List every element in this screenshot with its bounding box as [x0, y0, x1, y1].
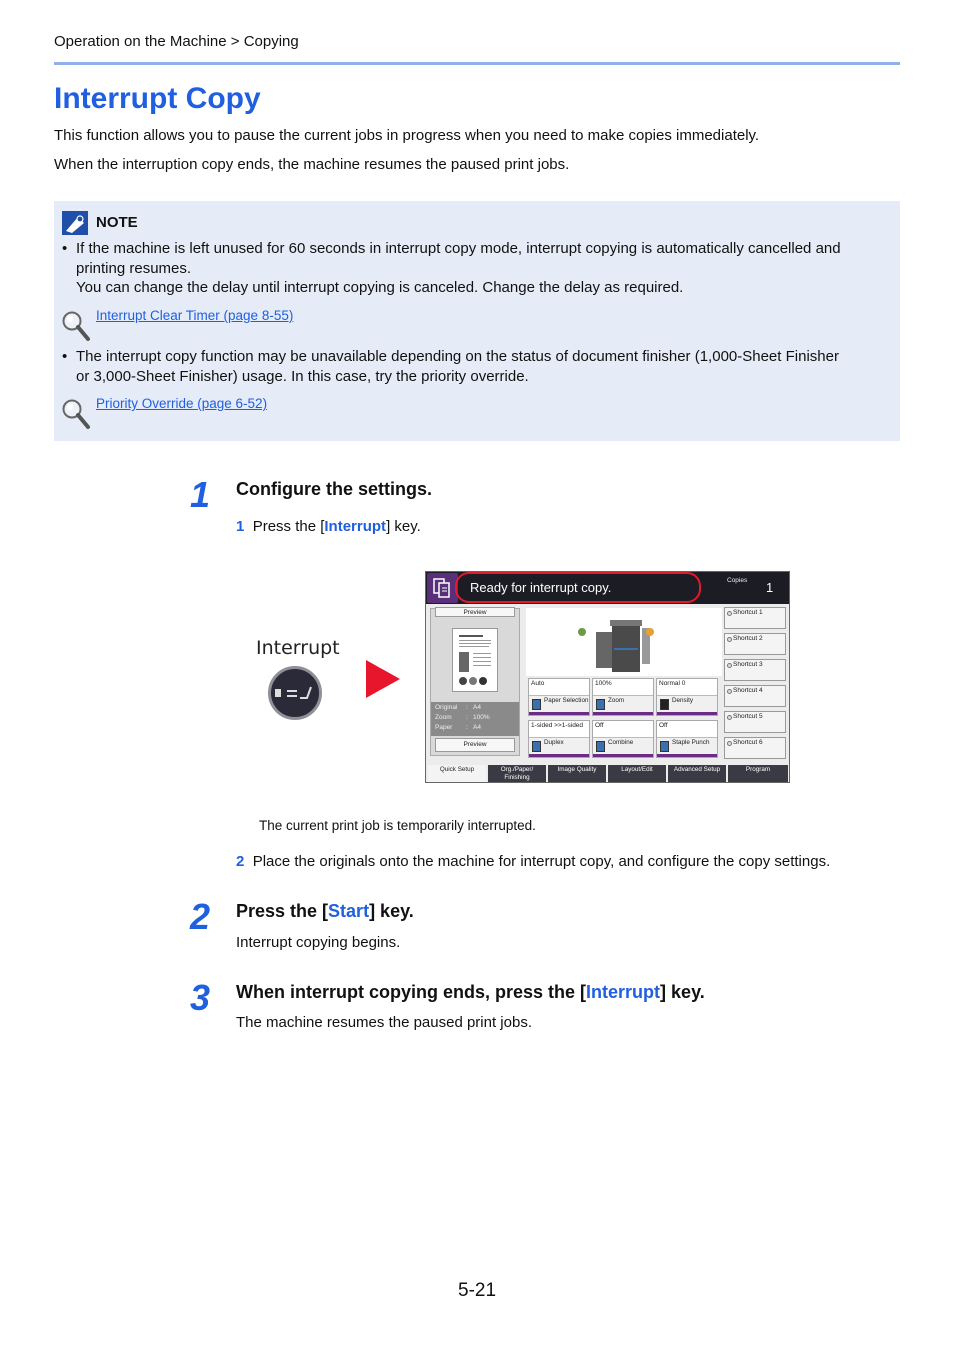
interrupt-key-button[interactable]: [268, 666, 322, 720]
density-label: Density: [672, 697, 693, 704]
step-3-heading: [236, 982, 705, 1003]
step-2-heading-post: ] key.: [369, 901, 414, 921]
shortcut-label: Shortcut 1: [733, 609, 763, 616]
step-number: 1: [190, 474, 211, 515]
tab-image-quality[interactable]: Image Quality: [548, 765, 606, 783]
info-paper-value: A4: [473, 724, 481, 731]
note-bullet-1-line-3: You can change the delay until interrupt copying is canceled. Change the delay as required.: [76, 279, 684, 296]
note-bullet-2-line-2: or 3,000-Sheet Finisher) usage. In this case, try the priority override.: [76, 367, 529, 385]
highlight-ring: [455, 572, 701, 603]
shortcut-label: Shortcut 2: [733, 635, 763, 642]
step-number: 2: [190, 896, 211, 937]
shortcut-icon: [727, 611, 732, 616]
copy-mode-icon[interactable]: [427, 573, 458, 603]
step-number: 3: [190, 977, 211, 1018]
info-original-key: Original: [435, 704, 458, 711]
note-bullet-1: [76, 239, 896, 298]
substep-1-caption: The current print job is temporarily interrupted.: [259, 818, 536, 833]
touch-panel: [425, 571, 790, 783]
duplex-value: 1-sided >>1-sided: [531, 722, 584, 729]
step-3-heading-pre: When interrupt copying ends, press the [: [236, 982, 587, 1002]
zoom-icon: [596, 699, 605, 710]
priority-override-link[interactable]: Priority Override (page 6-52): [96, 396, 268, 411]
magnifier-icon: [61, 398, 91, 430]
note-icon: [62, 211, 88, 235]
tab-program[interactable]: Program: [728, 765, 788, 783]
header-rule: [54, 62, 900, 65]
shortcut-3-button[interactable]: [724, 659, 786, 681]
info-zoom-value: 100%: [473, 714, 490, 721]
note-bullet-2: [76, 347, 896, 386]
preview-document-thumbnail: [452, 628, 498, 692]
substep-1: [236, 518, 421, 535]
copies-label: Copies: [727, 577, 748, 584]
combine-button[interactable]: [592, 720, 654, 758]
note-bullet-1-line-2: printing resumes.: [76, 259, 192, 277]
paper-selection-label: Paper Selection: [544, 697, 589, 704]
step-2-description: Interrupt copying begins.: [236, 934, 401, 951]
combine-icon: [596, 741, 605, 752]
substep-2: [236, 853, 830, 870]
pointer-arrow-icon: [366, 660, 400, 698]
substep-text-pre: Press the [: [252, 518, 325, 535]
staple-icon: [660, 741, 669, 752]
note-bullet-2-line-1: The interrupt copy function may be unavailable depending on the status of document finisher (1,000-Sheet Finisher: [76, 348, 839, 365]
shortcut-icon: [727, 715, 732, 720]
shortcut-1-button[interactable]: [724, 607, 786, 629]
combine-label: Combine: [608, 739, 634, 746]
note-heading: NOTE: [96, 214, 138, 231]
shortcut-5-button[interactable]: [724, 711, 786, 733]
shortcut-6-button[interactable]: [724, 737, 786, 759]
density-icon: [660, 699, 669, 710]
info-separator: :: [466, 704, 468, 711]
shortcut-label: Shortcut 6: [733, 739, 763, 746]
duplex-label: Duplex: [544, 739, 564, 746]
step-2-heading-pre: Press the [: [236, 901, 329, 921]
tab-quick-setup[interactable]: Quick Setup: [428, 765, 486, 783]
density-button[interactable]: [656, 678, 718, 716]
tab-layout-edit[interactable]: Layout/Edit: [608, 765, 666, 783]
start-key-name: Start: [328, 901, 370, 921]
interrupt-key-label: Interrupt: [256, 637, 340, 659]
interrupt-key-name: Interrupt: [586, 982, 661, 1002]
paper-icon: [532, 699, 541, 710]
step-2-heading: [236, 901, 414, 922]
tab-advanced-setup[interactable]: Advanced Setup: [668, 765, 726, 783]
shortcut-label: Shortcut 4: [733, 687, 763, 694]
step-3-description: The machine resumes the paused print jobs.: [236, 1014, 532, 1031]
intro-paragraph-2: When the interruption copy ends, the machine resumes the paused print jobs.: [54, 156, 570, 173]
info-separator: :: [466, 724, 468, 731]
bullet-marker: •: [62, 240, 68, 257]
info-original-value: A4: [473, 704, 481, 711]
shortcut-icon: [727, 637, 732, 642]
staple-punch-label: Staple Punch: [672, 739, 710, 746]
shortcut-label: Shortcut 5: [733, 713, 763, 720]
info-separator: :: [466, 714, 468, 721]
intro-paragraph-1: This function allows you to pause the current jobs in progress when you need to make copies immediately.: [54, 127, 760, 144]
tab-org-paper-finishing[interactable]: Org./Paper/ Finishing: [488, 765, 546, 783]
duplex-icon: [532, 741, 541, 752]
substep-number: 1: [236, 518, 245, 535]
page-title: Interrupt Copy: [54, 82, 261, 115]
shortcut-icon: [727, 741, 732, 746]
zoom-label: Zoom: [608, 697, 625, 704]
interrupt-clear-timer-link[interactable]: Interrupt Clear Timer (page 8-55): [96, 308, 294, 323]
zoom-button[interactable]: [592, 678, 654, 716]
copies-value[interactable]: 1: [766, 580, 774, 595]
paper-selection-value: Auto: [531, 680, 545, 687]
page-number: 5-21: [458, 1280, 497, 1301]
preview-button[interactable]: Preview: [435, 738, 515, 752]
step-3-heading-post: ] key.: [660, 982, 705, 1002]
magnifier-icon: [61, 310, 91, 342]
shortcut-label: Shortcut 3: [733, 661, 763, 668]
machine-illustration: [526, 608, 722, 676]
breadcrumb: Operation on the Machine > Copying: [54, 33, 299, 50]
duplex-button[interactable]: [528, 720, 590, 758]
bullet-marker: •: [62, 348, 68, 365]
substep-2-text: Place the originals onto the machine for interrupt copy, and configure the copy settings.: [252, 853, 831, 870]
paper-selection-button[interactable]: [528, 678, 590, 716]
info-zoom-key: Zoom: [435, 714, 452, 721]
density-value: Normal 0: [659, 680, 686, 687]
substep-number: 2: [236, 853, 245, 870]
step-1-heading: Configure the settings.: [236, 479, 433, 499]
info-paper-key: Paper: [435, 724, 453, 731]
interrupt-key-name: Interrupt: [324, 518, 387, 535]
shortcut-4-button[interactable]: [724, 685, 786, 707]
combine-value: Off: [595, 722, 604, 729]
note-bullet-1-line-1: If the machine is left unused for 60 seconds in interrupt copy mode, interrupt copying is automatically cancelled and: [76, 240, 841, 257]
staple-punch-value: Off: [659, 722, 668, 729]
shortcut-icon: [727, 689, 732, 694]
shortcut-icon: [727, 663, 732, 668]
preview-top-label: Preview: [435, 607, 515, 617]
staple-punch-button[interactable]: [656, 720, 718, 758]
zoom-value: 100%: [595, 680, 612, 687]
panel-status-message: Ready for interrupt copy.: [470, 580, 612, 595]
shortcut-2-button[interactable]: [724, 633, 786, 655]
interrupt-icon: [271, 669, 319, 717]
substep-text-post: ] key.: [386, 518, 421, 535]
